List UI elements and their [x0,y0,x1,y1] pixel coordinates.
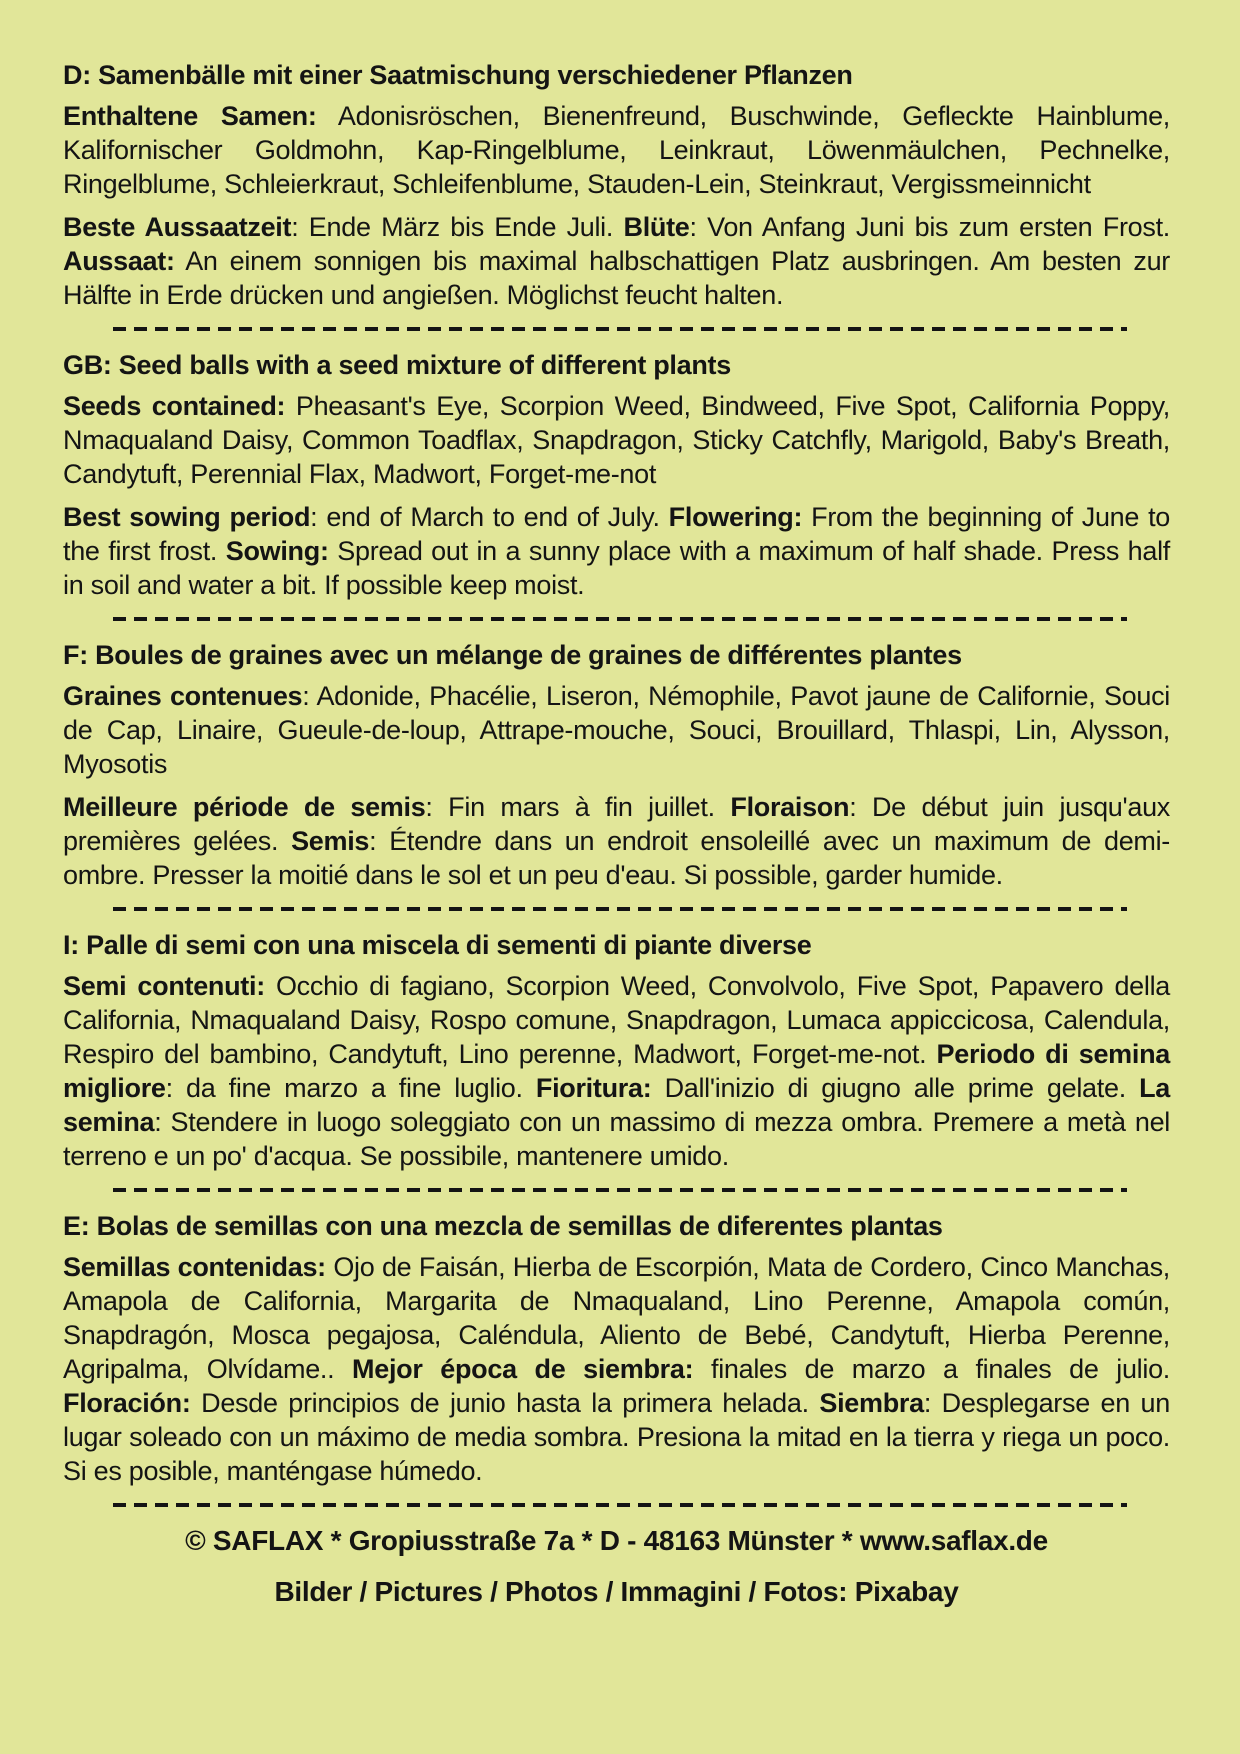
paragraph [63,500,1170,602]
bold-label: Fioritura: [535,1073,652,1103]
dashed-separator [113,617,1127,621]
bold-label: Sowing: [225,536,329,566]
bold-label: Best sowing period [63,502,311,532]
bold-label: Periodo di semina migliore [63,1039,1170,1103]
bold-label: Graines contenues [63,681,303,711]
publisher-address-line: © SAFLAX * Gropiusstraße 7a * D - 48163 Münster * www.saflax.de [185,1525,1048,1556]
language-section [63,928,1170,1192]
bold-label: Beste Aussaatzeit [63,212,292,242]
bold-label: Mejor época de siembra: [352,1354,694,1384]
language-section [63,348,1170,621]
section-paragraphs [63,389,1170,602]
text-run: Occhio di fagiano, Scorpion Weed, Convolvolo, Five Spot, Papavero della California, Nmaqualand Daisy, Rospo comune, Snapdragon, Lumaca appiccicosa, Calendula, Respiro del bambino, Candytuft, Lino perenne, Madwort, Forget-me-not. [63,971,1170,1069]
section-heading: F: Boules de graines avec un mélange de graines de différentes plantes [63,640,962,670]
paragraph [63,389,1170,491]
paragraph [63,210,1170,312]
section-heading: E: Bolas de semillas con una mezcla de semillas de diferentes plantas [63,1211,943,1241]
photo-credits-line: Bilder / Pictures / Photos / Immagini / Fotos: Pixabay [274,1576,959,1607]
sections [63,58,1170,1507]
section-heading: I: Palle di semi con una miscela di sementi di piante diverse [63,930,812,960]
text-run: : Étendre dans un endroit ensoleillé avec un maximum de demi-ombre. Presser la moitié dans le sol et un peu d'eau. Si possible, garder humide. [63,826,1170,890]
text-run: : Ende März bis Ende Juli. [291,212,624,242]
bold-label: Siembra [819,1388,924,1418]
dashed-separator [113,1503,1127,1507]
bold-label: La semina [63,1073,1170,1137]
text-run: : Stendere in luogo soleggiato con un massimo di mezza ombra. Premere a metà nel terreno e un po' d'acqua. Se possibile, mantenere umido. [63,1107,1170,1171]
text-run: : Fin mars à fin juillet. [425,792,731,822]
text-run: : da fine marzo a fine luglio. [165,1073,536,1103]
bold-label: Semi contenuti: [63,971,265,1001]
bold-label: Semis [291,826,370,856]
text-run: finales de marzo a finales de julio. [693,1354,1170,1384]
text-run: Ojo de Faisán, Hierba de Escorpión, Mata de Cordero, Cinco Manchas, Amapola de California, Margarita de Nmaqualand, Lino Perenne, Amapola común, Snapdragón, Mosca pegajosa, Caléndula, Aliento de Bebé, Candytuft, Hierba Perenne, Agripalma, Olvídame.. [63,1252,1170,1384]
bold-label: Meilleure période de semis [63,792,426,822]
text-run: : Desplegarse en un lugar soleado con un máximo de media sombra. Presiona la mitad en la tierra y riega un poco. Si es posible, manténgase húmedo. [63,1388,1170,1486]
dashed-separator [113,327,1127,331]
language-section [63,638,1170,911]
bold-label: Enthaltene Samen: [63,101,317,131]
text-run: An einem sonnigen bis maximal halbschattigen Platz ausbringen. Am besten zur Hälfte in Erde drücken und angießen. Möglichst feucht halten. [63,246,1170,310]
language-section [63,58,1170,331]
text-run: : Von Anfang Juni bis zum ersten Frost. [689,212,1170,242]
section-paragraphs [63,969,1170,1173]
dashed-separator [113,907,1127,911]
paragraph [63,790,1170,892]
bold-label: Floraison [730,792,850,822]
text-run: Desde principios de junio hasta la primera helada. [190,1388,820,1418]
section-paragraphs [63,1250,1170,1488]
footer [63,1524,1170,1609]
text-run: : De début juin jusqu'aux premières gelées. [63,792,1170,856]
paragraph [63,679,1170,781]
text-run: From the beginning of June to the first frost. [63,502,1170,566]
bold-label: Semillas contenidas: [63,1252,326,1282]
language-section [63,1209,1170,1507]
bold-label: Floración: [63,1388,191,1418]
text-run: Dall'inizio di giugno alle prime gelate. [651,1073,1140,1103]
dashed-separator [113,1188,1127,1192]
section-heading: GB: Seed balls with a seed mixture of different plants [63,350,731,380]
text-run: Pheasant's Eye, Scorpion Weed, Bindweed, Five Spot, California Poppy, Nmaqualand Daisy, Common Toadflax, Snapdragon, Sticky Catchfly, Marigold, Baby's Breath, Candytuft, Perennial Flax, Madwort, Forget-me-not [63,391,1170,489]
section-paragraphs [63,99,1170,312]
bold-label: Flowering: [668,502,803,532]
text-run: Adonisröschen, Bienenfreund, Buschwinde, Gefleckte Hainblume, Kalifornischer Goldmohn, Kap-Ringelblume, Leinkraut, Löwenmäulchen, Pechnelke, Ringelblume, Schleierkraut, Schleifenblume, Stauden-Lein, Steinkraut, Vergissmeinnicht [63,101,1171,199]
paragraph [63,969,1170,1173]
section-heading: D: Samenbälle mit einer Saatmischung verschiedener Pflanzen [63,60,853,90]
bold-label: Blüte [623,212,690,242]
text-run: Spread out in a sunny place with a maximum of half shade. Press half in soil and water a bit. If possible keep moist. [63,536,1170,600]
section-paragraphs [63,679,1170,892]
text-run: : end of March to end of July. [310,502,669,532]
bold-label: Seeds contained: [63,391,286,421]
paragraph [63,1250,1170,1488]
bold-label: Aussaat: [63,246,175,276]
text-run: : Adonide, Phacélie, Liseron, Némophile, Pavot jaune de Californie, Souci de Cap, Linaire, Gueule-de-loup, Attrape-mouche, Souci, Brouillard, Thlaspi, Lin, Alysson, Myosotis [63,681,1170,779]
paragraph [63,99,1170,201]
